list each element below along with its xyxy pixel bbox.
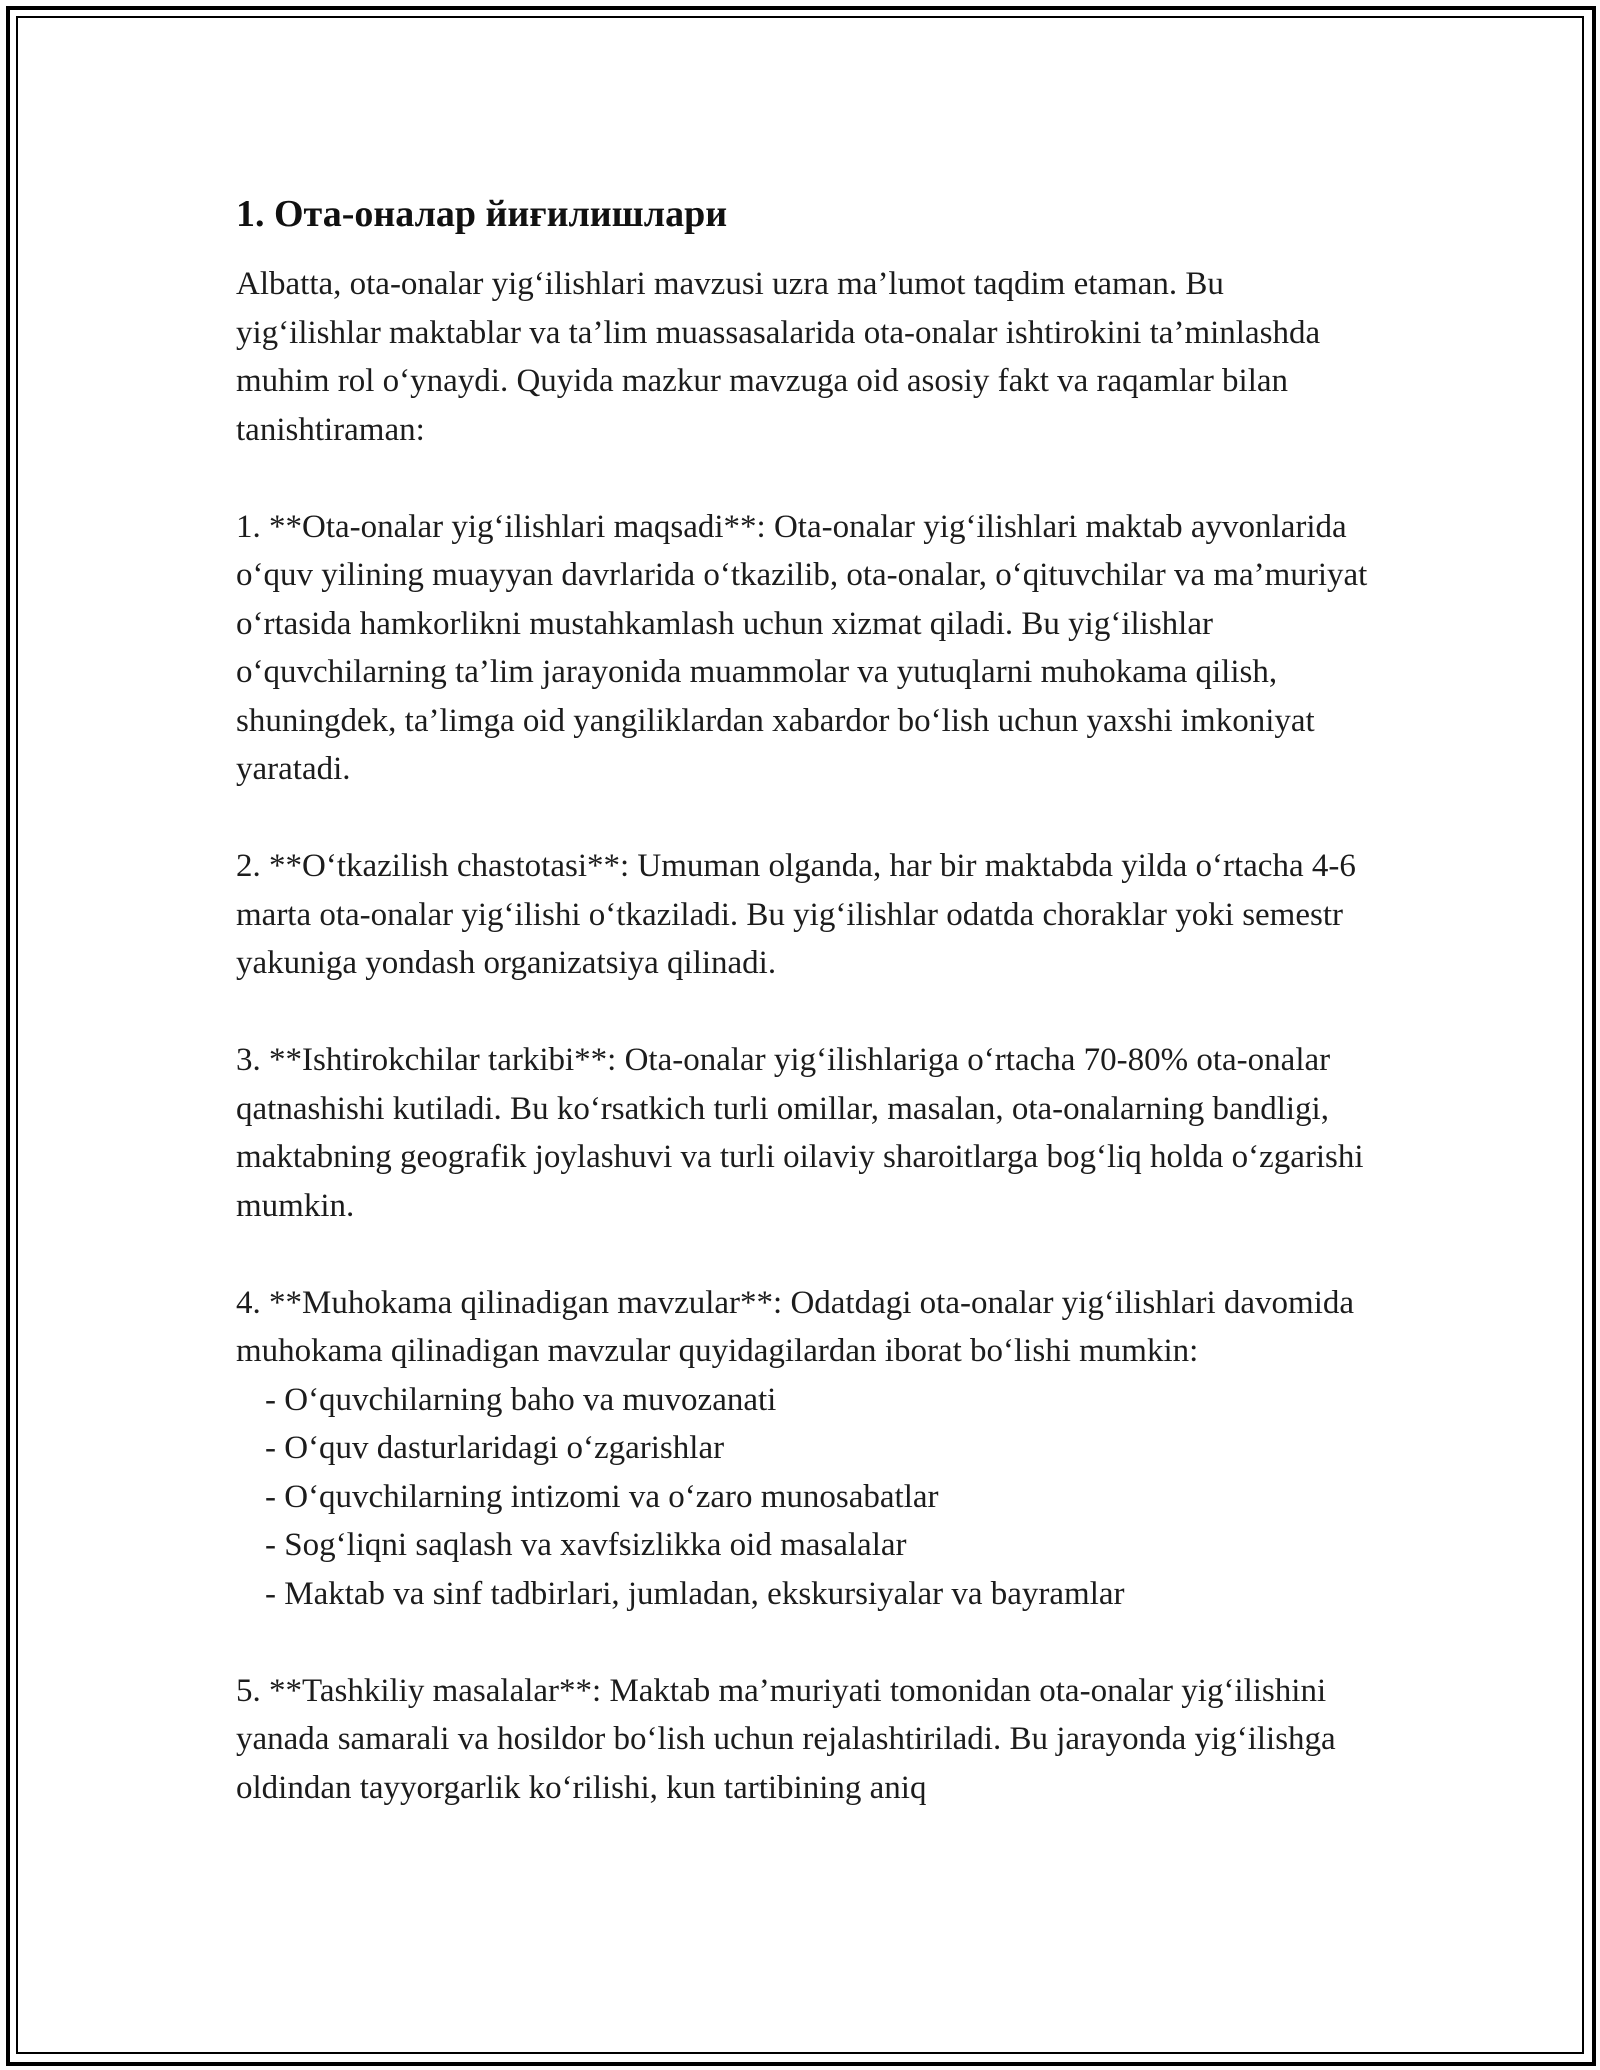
list-item: - O‘quvchilarning intizomi va o‘zaro munosabatlar <box>265 1478 939 1515</box>
document-body <box>236 188 1376 1812</box>
list-item: - Sog‘liqni saqlash va xavfsizlikka oid masalalar <box>265 1527 907 1563</box>
document-heading: 1. Ота-оналар йиғилишлари <box>236 193 728 235</box>
intro-paragraph: Albatta, ota-onalar yig‘ilishlari mavzusi uzra ma’lumot taqdim etaman. Bu yig‘ilishlar maktablar va ta’lim muassasalarida ota-onalar ishtirokini ta’minlashda muhim rol o‘ynaydi. Quyida mazkur mavzuga oid asosiy fakt va raqamlar bilan tanishtiraman: <box>236 266 1321 448</box>
topics-list <box>236 1376 1376 1619</box>
list-item: - Maktab va sinf tadbirlari, jumladan, ekskursiyalar va bayramlar <box>265 1575 1125 1612</box>
paragraph-organization: 5. **Tashkiliy masalalar**: Maktab ma’muriyati tomonidan ota-onalar yig‘ilishini yanada samarali va hosildor bo‘lish uchun rejalashtiriladi. Bu jarayonda yig‘ilishga oldindan tayyorgarlik ko‘rilishi, kun tartibining aniq <box>236 1672 1336 1806</box>
list-item: - O‘quv dasturlaridagi o‘zgarishlar <box>265 1430 725 1466</box>
list-item: - O‘quvchilarning baho va muvozanati <box>265 1381 777 1418</box>
section-topics <box>236 1279 1376 1619</box>
topics-intro: 4. **Muhokama qilinadigan mavzular**: Odatdagi ota-onalar yig‘ilishlari davomida muhokama qilinadigan mavzular quyidagilardan iborat bo‘lishi mumkin: <box>236 1284 1355 1369</box>
paragraph-purpose: 1. **Ota-onalar yig‘ilishlari maqsadi**: Ota-onalar yig‘ilishlari maktab ayvonlarida o‘quv yilining muayyan davrlarida o‘tkazilib, ota-onalar, o‘qituvchilar va ma’muriyat o‘rtasida hamkorlikni mustahkamlash uchun xizmat qiladi. Bu yig‘ilishlar o‘quvchilarning ta’lim jarayonida muammolar va yutuqlarni muhokama qilish, shuningdek, ta’limga oid yangiliklardan xabardor bo‘lish uchun yaxshi imkoniyat yaratadi. <box>236 508 1368 787</box>
paragraph-participants: 3. **Ishtirokchilar tarkibi**: Ota-onalar yig‘ilishlariga o‘rtacha 70-80% ota-onalar qatnashishi kutiladi. Bu ko‘rsatkich turli omillar, masalan, ota-onalarning bandligi, maktabning geografik joylashuvi va turli oilaviy sharoitlarga bog‘liq holda o‘zgarishi mumkin. <box>236 1042 1364 1224</box>
paragraph-frequency: 2. **O‘tkazilish chastotasi**: Umuman olganda, har bir maktabda yilda o‘rtacha 4-6 marta ota-onalar yig‘ilishi o‘tkaziladi. Bu yig‘ilishlar odatda choraklar yoki semestr yakuniga yondash organizatsiya qilinadi. <box>236 848 1356 981</box>
